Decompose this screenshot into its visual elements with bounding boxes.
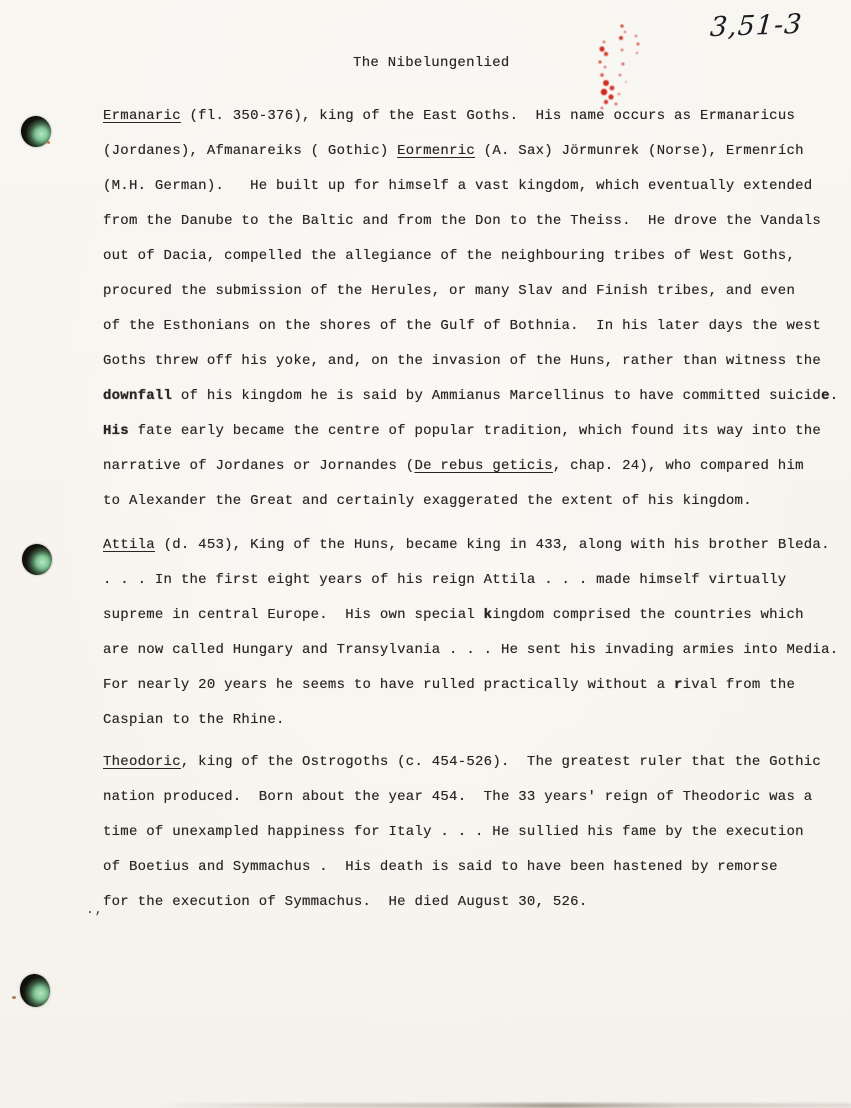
text-line bbox=[103, 134, 833, 169]
text-segment: (Jordanes), Afmanareiks ( Gothic) bbox=[103, 143, 398, 159]
punch-hole-middle bbox=[19, 541, 55, 578]
text-segment: narrative of Jordanes or Jornandes ( bbox=[103, 458, 415, 474]
text-segment: (fl. 350-376), king of the East Goths. His name occurs as Ermanaricus bbox=[180, 108, 796, 124]
text-segment: , chap. 24), who compared him bbox=[552, 458, 804, 474]
text-line bbox=[103, 885, 833, 920]
text-segment: time of unexampled happiness for Italy . . . He sullied his fame by the execution bbox=[103, 824, 804, 840]
text-line bbox=[103, 274, 833, 309]
text-segment: nation produced. Born about the year 454. The 33 years' reign of Theodoric was a bbox=[103, 789, 813, 805]
text-line bbox=[103, 780, 833, 815]
text-line bbox=[103, 528, 833, 563]
text-line bbox=[103, 344, 833, 379]
ink-speck bbox=[47, 141, 50, 144]
text-segment: His bbox=[103, 423, 129, 439]
text-segment: . . . In the first eight years of his reign Attila . . . made himself virtually bbox=[103, 572, 787, 588]
handwritten-page-number: 3,51-3 bbox=[708, 8, 804, 44]
text-line bbox=[103, 745, 833, 780]
text-line bbox=[103, 598, 833, 633]
text-line bbox=[103, 309, 833, 344]
document-title: The Nibelungenlied bbox=[353, 55, 510, 71]
underlined-text-segment: Attila bbox=[103, 537, 155, 553]
text-line bbox=[103, 815, 833, 850]
text-segment: k bbox=[483, 607, 493, 623]
text-segment: ival from the bbox=[682, 677, 796, 693]
text-line bbox=[103, 414, 833, 449]
text-segment: downfall bbox=[103, 388, 173, 404]
text-segment: of the Esthonians on the shores of the Gulf of Bothnia. In his later days the west bbox=[103, 318, 822, 334]
text-segment: out of Dacia, compelled the allegiance of the neighbouring tribes of West Goths, bbox=[103, 248, 796, 264]
text-segment: Caspian to the Rhine. bbox=[103, 712, 285, 728]
text-segment: supreme in central Europe. His own special bbox=[103, 607, 484, 623]
text-segment: For nearly 20 years he seems to have rulled practically without a bbox=[103, 677, 674, 693]
text-segment: (M.H. German). He built up for himself a vast kingdom, which eventually extended bbox=[103, 178, 813, 194]
text-line bbox=[103, 239, 833, 274]
text-segment: procured the submission of the Herules, or many Slav and Finish tribes, and even bbox=[103, 283, 796, 299]
underlined-text-segment: De rebus geticis bbox=[414, 458, 553, 474]
punch-hole-top bbox=[18, 113, 54, 150]
text-line bbox=[103, 633, 839, 668]
text-line bbox=[103, 379, 839, 414]
paragraph-attila bbox=[103, 528, 839, 738]
text-segment: (d. 453), King of the Huns, became king in 433, along with his brother Bleda. bbox=[154, 537, 830, 553]
text-line bbox=[103, 169, 833, 204]
text-segment: , king of the Ostrogoths (c. 454-526). The greatest ruler that the Gothic bbox=[180, 754, 822, 770]
text-segment: fate early became the centre of popular tradition, which found its way into the bbox=[128, 423, 822, 439]
text-segment: e bbox=[821, 388, 830, 404]
page-bottom-edge bbox=[150, 1103, 851, 1108]
text-segment: ingdom comprised the countries which bbox=[492, 607, 804, 623]
text-segment: for the execution of Symmachus. He died August 30, 526. bbox=[103, 894, 588, 910]
underlined-text-segment: Ermanaric bbox=[103, 108, 181, 124]
text-segment: . bbox=[829, 388, 839, 404]
paragraph-ermanaric bbox=[103, 99, 839, 519]
text-segment: are now called Hungary and Transylvania . . . He sent his invading armies into Media. bbox=[103, 642, 839, 658]
text-line bbox=[103, 449, 833, 484]
text-line bbox=[103, 204, 833, 239]
text-segment: of his kingdom he is said by Ammianus Marcellinus to have committed suicid bbox=[172, 388, 822, 404]
paragraph-theodoric bbox=[103, 745, 833, 920]
text-segment: to Alexander the Great and certainly exaggerated the extent of his kingdom. bbox=[103, 493, 752, 509]
text-line bbox=[103, 99, 833, 134]
underlined-text-segment: Theodoric bbox=[103, 754, 181, 770]
text-segment: of Boetius and Symmachus . His death is said to have been hastened by remorse bbox=[103, 859, 778, 875]
text-line bbox=[103, 668, 833, 703]
ink-speck bbox=[12, 996, 16, 999]
text-line bbox=[103, 484, 833, 519]
text-segment: from the Danube to the Baltic and from the Don to the Theiss. He drove the Vandals bbox=[103, 213, 822, 229]
text-segment: Goths threw off his yoke, and, on the invasion of the Huns, rather than witness the bbox=[103, 353, 822, 369]
text-line bbox=[103, 563, 833, 598]
underlined-text-segment: Eormenric bbox=[397, 143, 476, 159]
text-segment: (A. Sax) Jörmunrek (Norse), Ermenrích bbox=[475, 143, 804, 159]
stray-ink-mark: ., bbox=[86, 902, 104, 917]
text-line bbox=[103, 703, 833, 738]
punch-hole-bottom bbox=[17, 971, 53, 1010]
text-line bbox=[103, 850, 833, 885]
text-segment: r bbox=[674, 677, 683, 693]
